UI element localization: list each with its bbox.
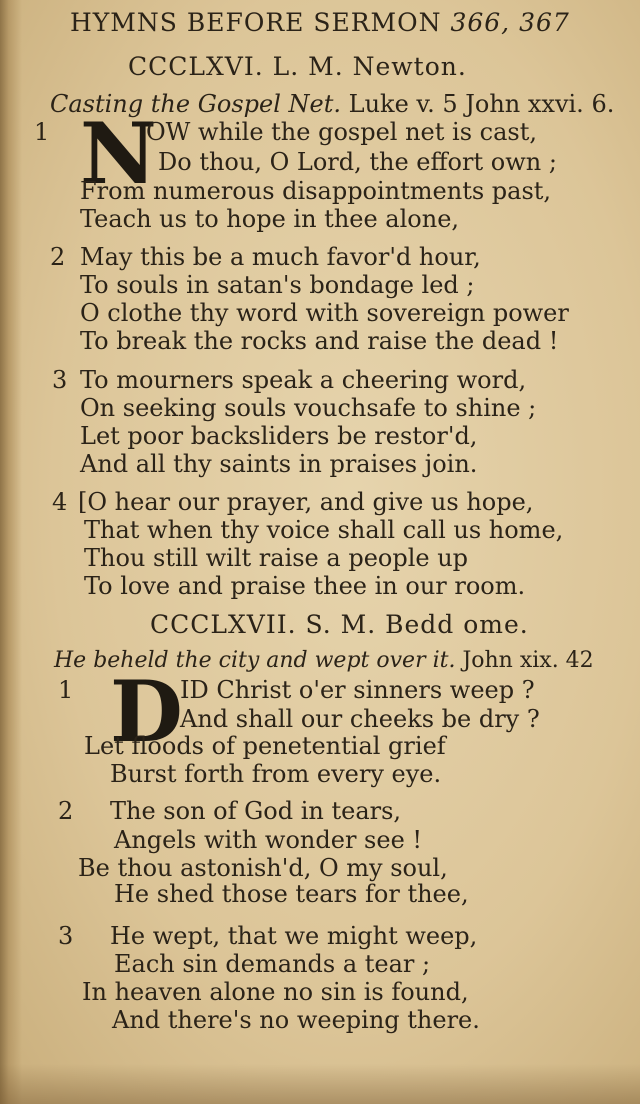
hymn-366-v2-line-2: To souls in satan's bondage led ; [80, 271, 475, 299]
hymn-366-v3-line-3: Let poor backsliders be restor'd, [80, 422, 478, 450]
hymn-367-v1-line-4: Burst forth from every eye. [110, 760, 442, 788]
hymn-367-subject: He beheld the city and wept over it. [54, 648, 456, 673]
hymn-366-reference: Luke v. 5 John xxvi. 6. [348, 90, 615, 118]
hymn-366-v3-line-1: To mourners speak a cheering word, [80, 366, 527, 394]
page-numbers: 366, 367 [450, 8, 570, 37]
hymn-366-verse-2-number: 2 [50, 243, 66, 271]
hymn-367-v3-line-3: In heaven alone no sin is found, [82, 978, 469, 1006]
running-head-text: HYMNS BEFORE SERMON [70, 8, 442, 37]
hymn-367-verse-2-number: 2 [58, 797, 74, 825]
hymn-366-v1-line-3: From numerous disappointments past, [80, 177, 552, 205]
hymn-366-v1-line-1: OW while the gospel net is cast, [146, 118, 537, 146]
hymn-367-reference: John xix. 42 [462, 648, 594, 673]
hymn-367-v1-line-3: Let floods of penetential grief [84, 732, 446, 760]
hymn-366-v1-line-4: Teach us to hope in thee alone, [80, 205, 460, 233]
hymn-366-v4-line-1: [O hear our prayer, and give us hope, [78, 488, 534, 516]
hymn-367-v1-line-1: ID Christ o'er sinners weep ? [180, 676, 535, 704]
hymn-367-v2-line-4: He shed those tears for thee, [114, 880, 469, 908]
hymn-366-verse-1-number: 1 [34, 118, 50, 146]
hymn-366-v4-line-4: To love and praise thee in our room. [84, 572, 526, 600]
hymn-366-dropcap: N [80, 104, 157, 203]
hymn-366-v4-line-3: Thou still wilt raise a people up [84, 544, 469, 572]
hymn-366-subject: Casting the Gospel Net. [50, 90, 341, 118]
hymn-367-dropcap: D [110, 662, 183, 761]
hymn-366-v2-line-1: May this be a much favor'd hour, [80, 243, 481, 271]
hymn-367-v3-line-4: And there's no weeping there. [112, 1006, 480, 1034]
hymn-367-verse-1-number: 1 [58, 676, 74, 704]
hymn-367-verse-3-number: 3 [58, 922, 74, 950]
running-head [70, 8, 630, 37]
hymn-366-v3-line-2: On seeking souls vouchsafe to shine ; [80, 394, 537, 422]
hymn-366-v2-line-4: To break the rocks and raise the dead ! [80, 327, 559, 355]
page-gutter [0, 0, 22, 1104]
hymn-366-v1-line-2: Do thou, O Lord, the effort own ; [158, 148, 557, 176]
page-bottom-edge [0, 1064, 640, 1104]
hymn-367-v3-line-2: Each sin demands a tear ; [114, 950, 431, 978]
hymn-367-v3-line-1: He wept, that we might weep, [110, 922, 478, 950]
hymn-367-v2-line-3: Be thou astonish'd, O my soul, [78, 854, 448, 882]
hymn-367-v2-line-1: The son of God in tears, [110, 797, 402, 825]
hymn-366-v3-line-4: And all thy saints in praises join. [80, 450, 478, 478]
hymn-366-verse-4-number: 4 [52, 488, 68, 516]
hymn-367-title: CCCLXVII. S. M. Bedd ome. [150, 610, 529, 639]
hymn-367-v2-line-2: Angels with wonder see ! [114, 826, 423, 854]
hymn-367-v1-line-2: And shall our cheeks be dry ? [180, 705, 540, 733]
hymn-366-v2-line-3: O clothe thy word with sovereign power [80, 299, 569, 327]
hymn-366-title: CCCLXVI. L. M. Newton. [128, 52, 467, 81]
hymn-366-v4-line-2: That when thy voice shall call us home, [84, 516, 564, 544]
hymn-366-verse-3-number: 3 [52, 366, 68, 394]
